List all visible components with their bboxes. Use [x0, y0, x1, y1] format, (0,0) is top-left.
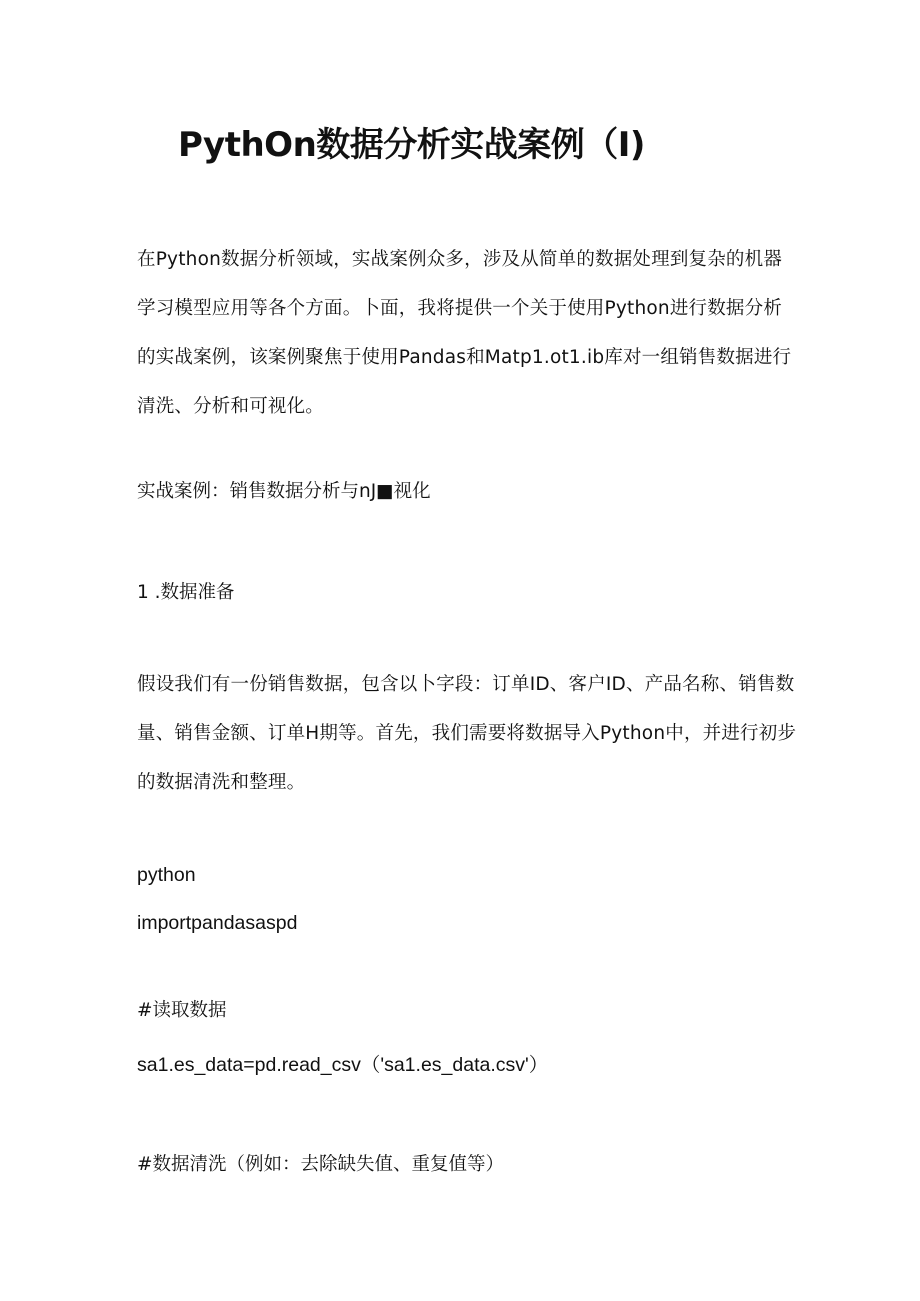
- paragraph-line: 的实战案例，该案例聚焦于使用Pandas和Matp1.ot1.ib库对一组销售数据进行: [137, 347, 792, 368]
- paragraph-line: 量、销售金额、订单H期等。首先，我们需要将数据导入Python中，并进行初步: [137, 723, 797, 744]
- code-comment-clean: #数据清洗（例如：去除缺失值、重复值等）: [137, 1154, 505, 1175]
- code-language-label: python: [137, 864, 196, 886]
- code-read-line: sa1.es_data=pd.read_csv（'sa1.es_data.csv'）: [137, 1054, 549, 1076]
- section-heading: 1 .数据准备: [137, 582, 235, 603]
- code-import-line: importpandasaspd: [137, 912, 298, 934]
- paragraph-line: 清洗、分析和可视化。: [137, 396, 325, 417]
- paragraph-line: 学习模型应用等各个方面。卜面，我将提供一个关于使用Python进行数据分析: [137, 298, 783, 319]
- document-title: PythOn数据分析实战案例（I): [178, 125, 645, 165]
- case-heading: 实战案例：销售数据分析与nJ■视化: [137, 481, 431, 502]
- intro-paragraph: [137, 235, 797, 431]
- paragraph-line: 假设我们有一份销售数据，包含以卜字段：订单ID、客户ID、产品名称、销售数: [137, 674, 795, 695]
- code-comment-read: #读取数据: [137, 1000, 227, 1021]
- paragraph-line: 在Python数据分析领域，实战案例众多，涉及从简单的数据处理到复杂的机器: [137, 249, 783, 270]
- paragraph-line: 的数据清洗和整理。: [137, 772, 306, 793]
- data-prep-paragraph: [137, 660, 797, 807]
